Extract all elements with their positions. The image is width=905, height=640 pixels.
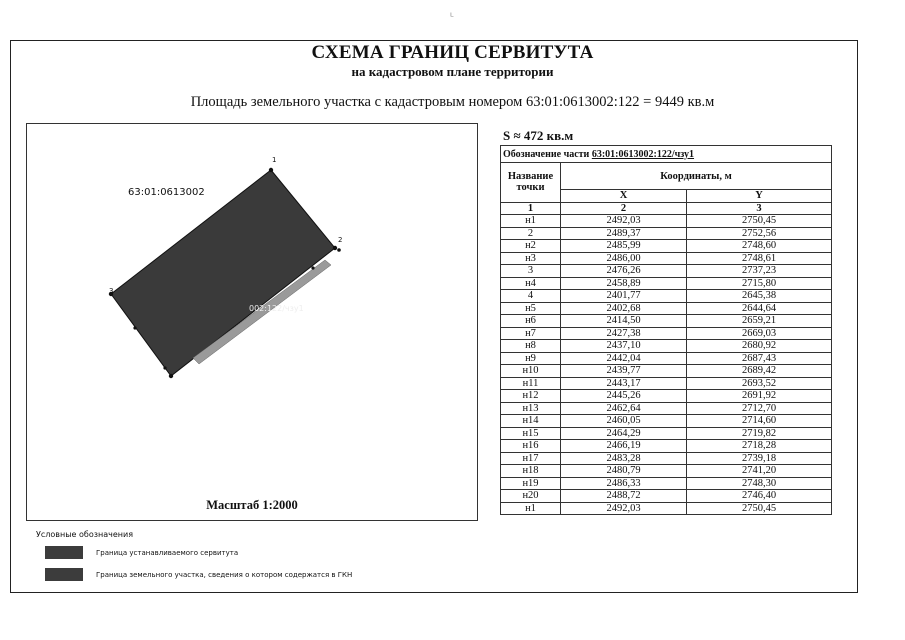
legend-item-servitude: Граница устанавливаемого сервитута	[96, 549, 239, 557]
point-name-cell: н4	[501, 277, 561, 290]
x-coordinate-cell: 2483,28	[561, 452, 687, 465]
x-coordinate-cell: 2443,17	[561, 377, 687, 390]
point-label-3: 3	[109, 287, 114, 295]
y-coordinate-cell: 2750,45	[687, 502, 832, 515]
table-row	[501, 477, 832, 490]
y-coordinate-cell: 2750,45	[687, 215, 832, 228]
cadastral-map	[26, 123, 478, 521]
point-marker	[269, 168, 273, 172]
x-coordinate-cell: 2486,33	[561, 477, 687, 490]
table-row	[501, 277, 832, 290]
point-name-cell: 2	[501, 227, 561, 240]
y-coordinate-cell: 2714,60	[687, 415, 832, 428]
point-name-cell: н12	[501, 390, 561, 403]
table-row	[501, 452, 832, 465]
table-row	[501, 302, 832, 315]
point-name-cell: н18	[501, 465, 561, 478]
point-label-2: 2	[338, 236, 343, 244]
y-coordinate-cell: 2752,56	[687, 227, 832, 240]
x-coordinate-cell: 2480,79	[561, 465, 687, 478]
y-coordinate-cell: 2715,80	[687, 277, 832, 290]
parcel-label: 63:01:0613002	[128, 187, 205, 198]
x-coordinate-cell: 2464,29	[561, 427, 687, 440]
point-name-cell: 3	[501, 265, 561, 278]
y-coordinate-cell: 2644,64	[687, 302, 832, 315]
point-name-cell: н16	[501, 440, 561, 453]
y-coordinate-cell: 2645,38	[687, 290, 832, 303]
table-row	[501, 315, 832, 328]
table-row	[501, 327, 832, 340]
y-coordinate-cell: 2669,03	[687, 327, 832, 340]
point-name-cell: н5	[501, 302, 561, 315]
x-coordinate-cell: 2489,37	[561, 227, 687, 240]
point-name-cell: н14	[501, 415, 561, 428]
x-coordinate-cell: 2492,03	[561, 215, 687, 228]
header-y: Y	[687, 190, 832, 203]
y-coordinate-cell: 2748,61	[687, 252, 832, 265]
point-marker	[337, 248, 341, 252]
table-row	[501, 252, 832, 265]
point-name-cell: н9	[501, 352, 561, 365]
y-coordinate-cell: 2739,18	[687, 452, 832, 465]
point-name-cell: н1	[501, 502, 561, 515]
y-coordinate-cell: 2712,70	[687, 402, 832, 415]
x-coordinate-cell: 2437,10	[561, 340, 687, 353]
x-coordinate-cell: 2476,26	[561, 265, 687, 278]
y-coordinate-cell: 2741,20	[687, 465, 832, 478]
y-coordinate-cell: 2737,23	[687, 265, 832, 278]
x-coordinate-cell: 2402,68	[561, 302, 687, 315]
table-row	[501, 340, 832, 353]
y-coordinate-cell: 2719,82	[687, 427, 832, 440]
y-coordinate-cell: 2680,92	[687, 340, 832, 353]
table-row	[501, 465, 832, 478]
y-coordinate-cell: 2746,40	[687, 490, 832, 503]
designation-value: 63:01:0613002:122/чзу1	[591, 148, 695, 160]
column-number: 2	[561, 202, 687, 215]
x-coordinate-cell: 2445,26	[561, 390, 687, 403]
point-name-cell: н6	[501, 315, 561, 328]
table-row	[501, 415, 832, 428]
point-name-cell: н19	[501, 477, 561, 490]
point-name-cell: н13	[501, 402, 561, 415]
x-coordinate-cell: 2488,72	[561, 490, 687, 503]
y-coordinate-cell: 2689,42	[687, 365, 832, 378]
legend-title: Условные обозначения	[36, 530, 134, 539]
point-name-cell: н1	[501, 215, 561, 228]
x-coordinate-cell: 2414,50	[561, 315, 687, 328]
table-row	[501, 240, 832, 253]
header-point-name: Название точки	[501, 163, 561, 203]
header-x: X	[561, 190, 687, 203]
point-marker	[133, 326, 136, 329]
point-name-cell: н15	[501, 427, 561, 440]
point-name-cell: н8	[501, 340, 561, 353]
point-name-cell: н2	[501, 240, 561, 253]
point-name-cell: н11	[501, 377, 561, 390]
y-coordinate-cell: 2718,28	[687, 440, 832, 453]
column-number: 3	[687, 202, 832, 215]
servitude-area: S ≈ 472 кв.м	[503, 128, 574, 143]
x-coordinate-cell: 2460,05	[561, 415, 687, 428]
table-row	[501, 377, 832, 390]
stray-mark: ᴸ	[450, 12, 454, 23]
point-marker	[169, 374, 173, 378]
x-coordinate-cell: 2439,77	[561, 365, 687, 378]
x-coordinate-cell: 2458,89	[561, 277, 687, 290]
table-row	[501, 227, 832, 240]
legend-item-parcel: Граница земельного участка, сведения о котором содержатся в ГКН	[96, 571, 353, 579]
y-coordinate-cell: 2659,21	[687, 315, 832, 328]
column-number: 1	[501, 202, 561, 215]
table-row	[501, 352, 832, 365]
servitude-label: 002:122/чзу1	[249, 304, 304, 313]
table-row	[501, 365, 832, 378]
point-name-cell: н3	[501, 252, 561, 265]
y-coordinate-cell: 2693,52	[687, 377, 832, 390]
point-name-cell: 4	[501, 290, 561, 303]
table-row	[501, 290, 832, 303]
x-coordinate-cell: 2462,64	[561, 402, 687, 415]
table-row	[501, 265, 832, 278]
document-subtitle: на кадастровом плане территории	[351, 64, 554, 79]
designation-prefix: Обозначение части	[503, 148, 590, 160]
parcel-area-text: Площадь земельного участка с кадастровым номером 63:01:0613002:122 = 9449 кв.м	[190, 94, 715, 110]
x-coordinate-cell: 2492,03	[561, 502, 687, 515]
x-coordinate-cell: 2427,38	[561, 327, 687, 340]
point-name-cell: н10	[501, 365, 561, 378]
x-coordinate-cell: 2466,19	[561, 440, 687, 453]
y-coordinate-cell: 2748,30	[687, 477, 832, 490]
x-coordinate-cell: 2401,77	[561, 290, 687, 303]
point-label-1: 1	[272, 156, 277, 164]
y-coordinate-cell: 2687,43	[687, 352, 832, 365]
designation-cell	[501, 146, 832, 163]
x-coordinate-cell: 2486,00	[561, 252, 687, 265]
table-row	[501, 502, 832, 515]
table-row	[501, 390, 832, 403]
document-title: СХЕМА ГРАНИЦ СЕРВИТУТА	[311, 42, 594, 63]
table-row	[501, 490, 832, 503]
y-coordinate-cell: 2748,60	[687, 240, 832, 253]
x-coordinate-cell: 2485,99	[561, 240, 687, 253]
table-row	[501, 402, 832, 415]
point-name-cell: н20	[501, 490, 561, 503]
point-marker	[311, 266, 314, 269]
table-row	[501, 440, 832, 453]
point-name-cell: н17	[501, 452, 561, 465]
point-marker	[163, 366, 166, 369]
table-row	[501, 215, 832, 228]
x-coordinate-cell: 2442,04	[561, 352, 687, 365]
point-name-cell: н7	[501, 327, 561, 340]
table-row	[501, 427, 832, 440]
legend-swatch-parcel	[45, 568, 83, 581]
map-scale: Масштаб 1:2000	[206, 498, 298, 512]
point-marker	[333, 246, 337, 250]
legend-swatch-servitude	[45, 546, 83, 559]
coordinates-table	[500, 145, 832, 515]
y-coordinate-cell: 2691,92	[687, 390, 832, 403]
header-coordinates: Координаты, м	[561, 163, 832, 190]
map-drawing	[27, 124, 479, 522]
